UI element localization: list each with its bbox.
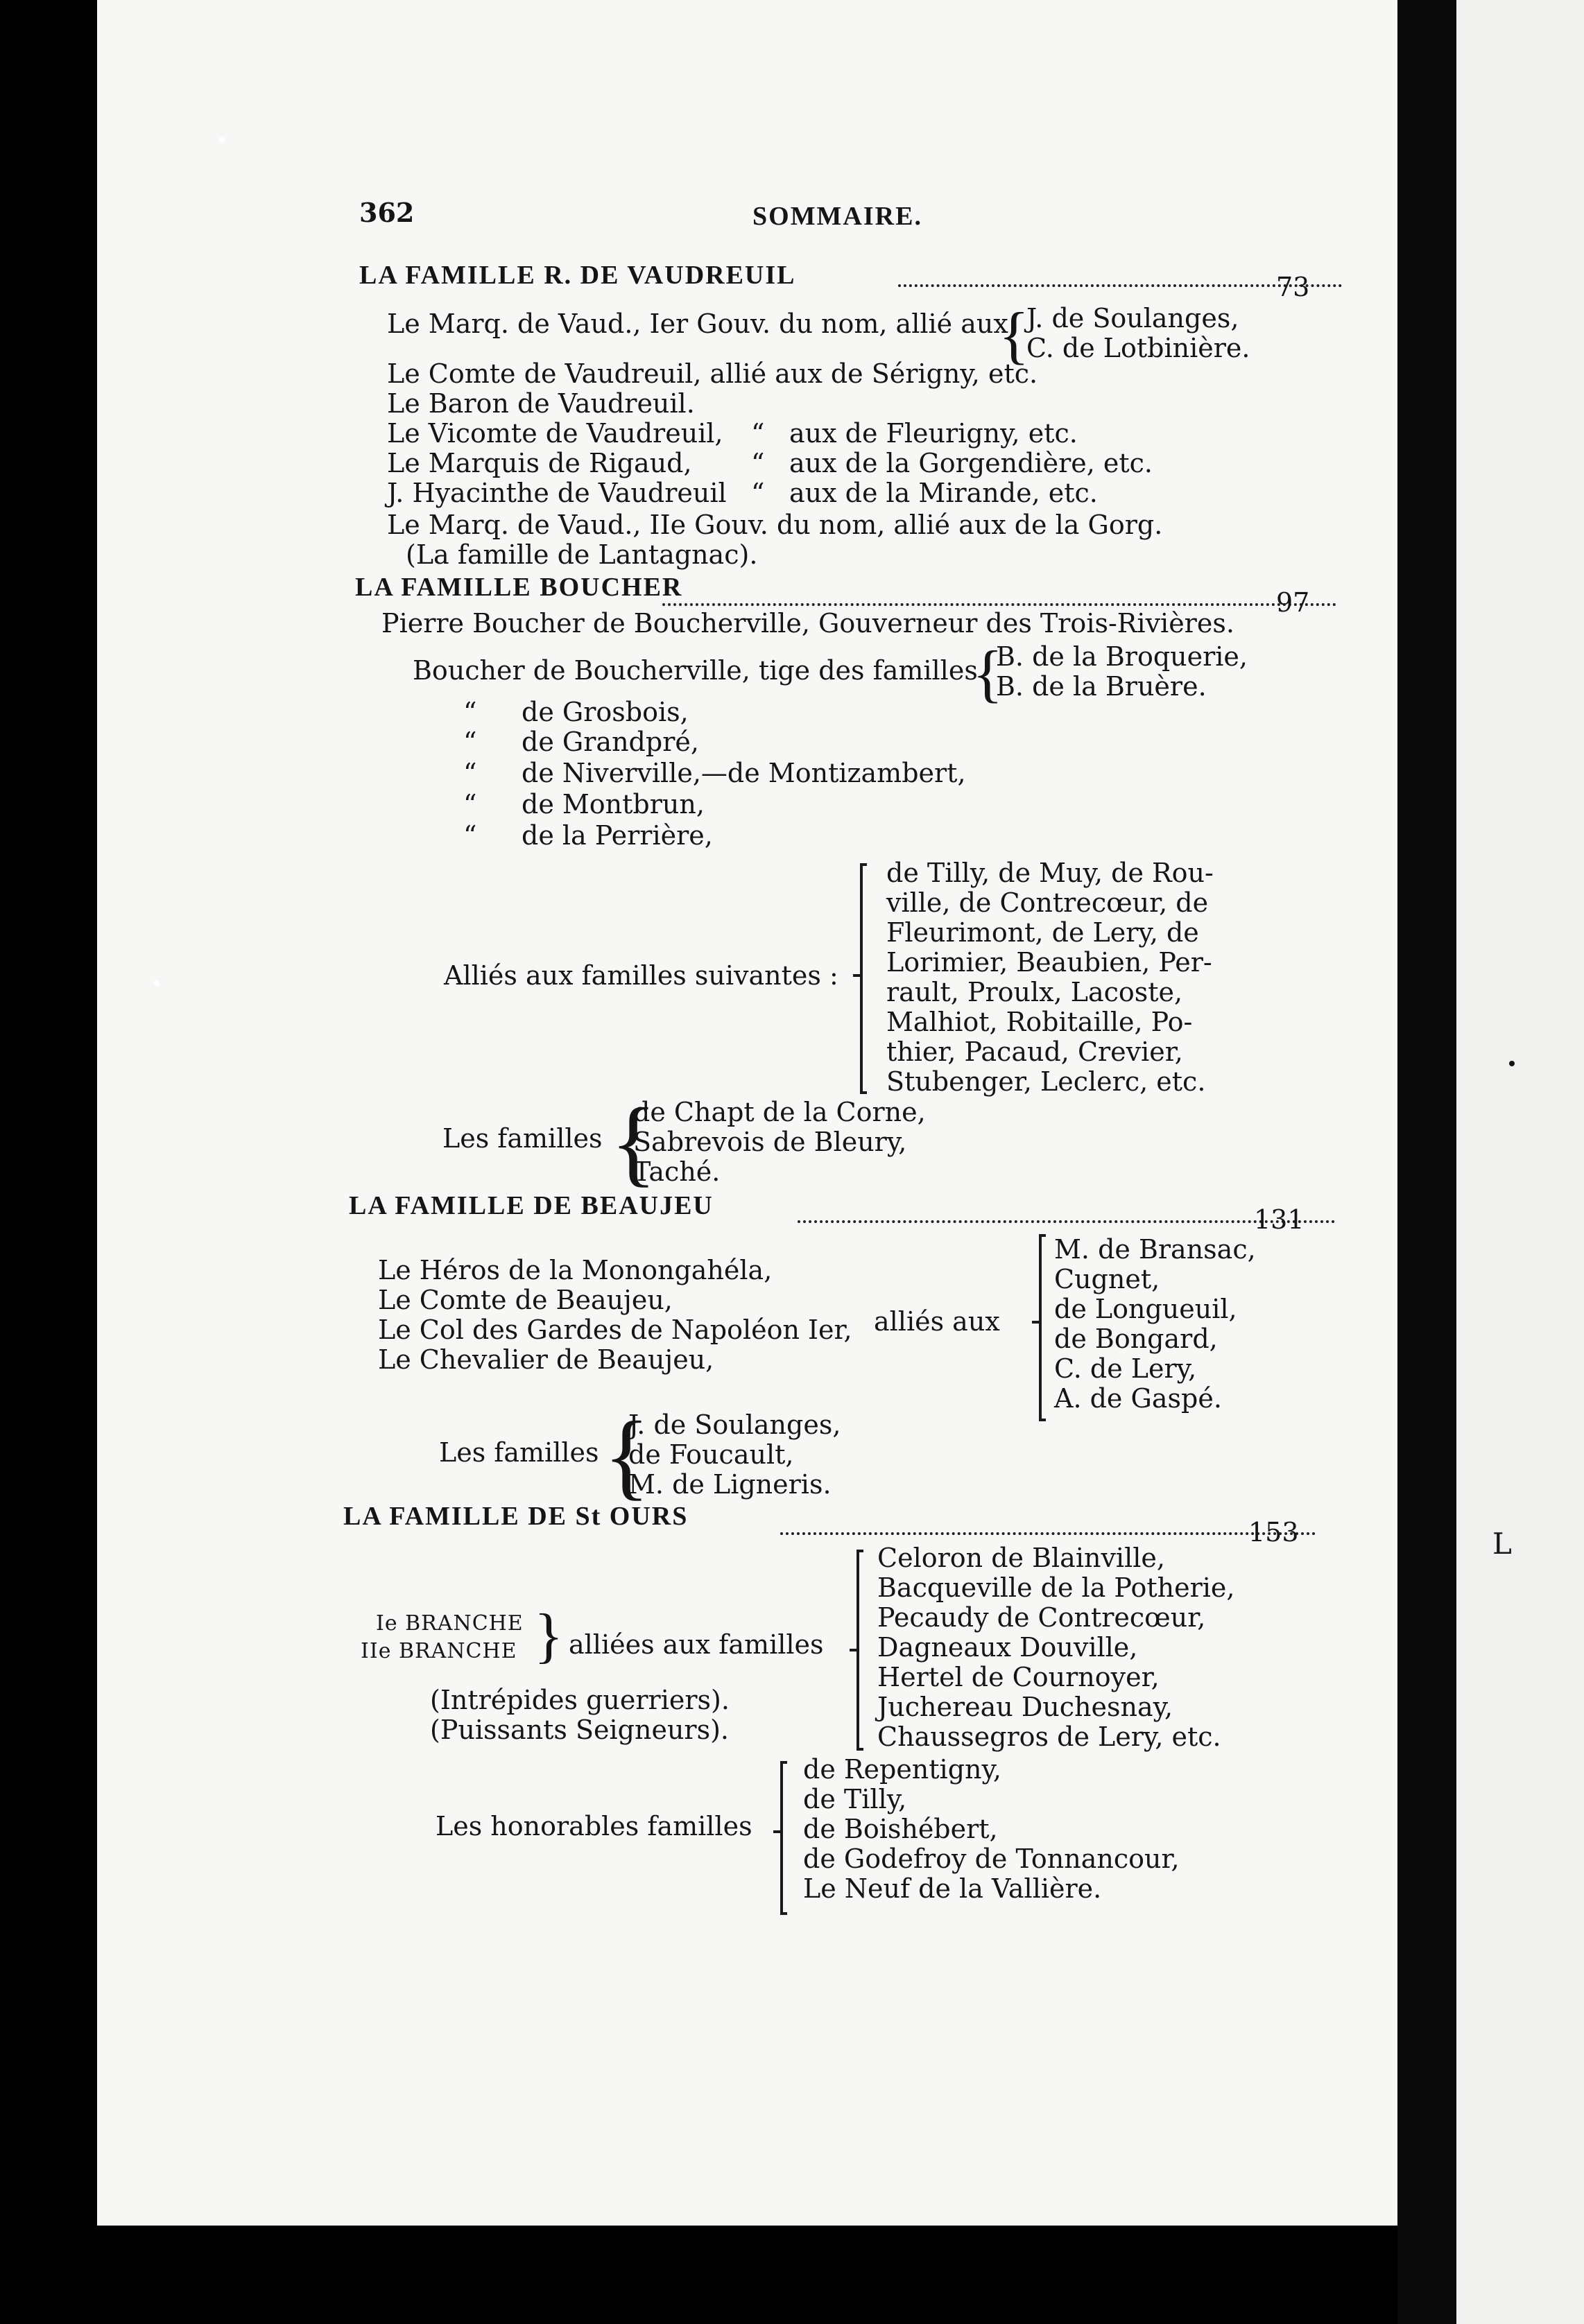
- scan-speck: [219, 137, 225, 143]
- vaudreuil-last-line: Le Marq. de Vaud., IIe Gouv. du nom, allié aux de la Gorg.: [387, 510, 1163, 540]
- boucher-branch: de Grandpré,: [522, 727, 699, 757]
- boucher-ally: rault, Proulx, Lacoste,: [886, 977, 1183, 1007]
- stours-ally: Pecaudy de Contrecœur,: [877, 1602, 1206, 1633]
- bracket-cap: [1039, 1419, 1046, 1421]
- leader-dots: [780, 1532, 1316, 1535]
- vaudreuil-line: Le Baron de Vaudreuil.: [387, 388, 695, 419]
- stours-ally: Dagneaux Douville,: [877, 1632, 1138, 1663]
- section-heading-stours: LA FAMILLE DE St OURS: [343, 1502, 689, 1531]
- page-ref-vaudreuil: 73: [1276, 272, 1310, 302]
- facing-page-edge: [1456, 0, 1584, 2324]
- bracket-line: [856, 1550, 859, 1751]
- boucher-ally: Lorimier, Beaubien, Per-: [886, 947, 1212, 978]
- beaujeu-famille: de Foucault,: [628, 1439, 794, 1470]
- brace-close: }: [534, 1602, 564, 1670]
- stours-note1: (Intrépides guerriers).: [430, 1685, 730, 1715]
- bracket-line: [860, 863, 863, 1094]
- vaudreuil-line: Le Comte de Vaudreuil, allié aux de Sérigny, etc.: [387, 358, 1038, 389]
- stours-honorable: de Boishébert,: [803, 1814, 998, 1844]
- leader-dots: [662, 603, 1336, 606]
- bracket-point: [853, 974, 860, 977]
- stours-ally: Bacqueville de la Potherie,: [877, 1572, 1235, 1603]
- ditto-mark: “: [463, 697, 477, 727]
- section-heading-vaudreuil: LA FAMILLE R. DE VAUDREUIL: [359, 261, 796, 290]
- vaudreuil-row-allies: aux de Fleurigny, etc.: [789, 418, 1078, 449]
- ditto-mark: “: [463, 758, 477, 788]
- leader-dots: [898, 284, 1342, 287]
- boucher-familles-label: Les familles: [442, 1123, 603, 1154]
- beaujeu-ally: Cugnet,: [1054, 1264, 1160, 1294]
- vaudreuil-brace-2: C. de Lotbinière.: [1026, 333, 1250, 363]
- stours-note2: (Puissants Seigneurs).: [430, 1715, 730, 1745]
- stours-honorable: de Godefroy de Tonnancour,: [803, 1844, 1180, 1874]
- brace: {: [610, 1089, 657, 1196]
- boucher-ally: Malhiot, Robitaille, Po-: [886, 1007, 1193, 1037]
- beaujeu-ally: M. de Bransac,: [1054, 1234, 1256, 1265]
- boucher-tige-brace-2: B. de la Bruère.: [996, 671, 1207, 702]
- bracket-cap: [1039, 1234, 1046, 1237]
- section-heading-beaujeu: LA FAMILLE DE BEAUJEU: [349, 1191, 714, 1220]
- stours-branch1: Ie BRANCHE: [376, 1611, 524, 1636]
- boucher-branch: de la Perrière,: [522, 820, 713, 851]
- vaudreuil-row-name: Le Marquis de Rigaud,: [387, 448, 692, 478]
- stours-honorable: de Tilly,: [803, 1784, 907, 1814]
- stours-ally: Celoron de Blainville,: [877, 1543, 1165, 1573]
- beaujeu-name: Le Col des Gardes de Napoléon Ier,: [378, 1315, 852, 1345]
- bracket-cap: [780, 1912, 787, 1915]
- boucher-line1: Pierre Boucher de Boucherville, Gouverneur des Trois-Rivières.: [381, 608, 1234, 639]
- ditto-mark: “: [751, 448, 765, 478]
- stours-ally: Juchereau Duchesnay,: [877, 1692, 1173, 1722]
- scan-speck: [1509, 1061, 1515, 1066]
- facing-page-fragment: L: [1492, 1527, 1512, 1561]
- vaudreuil-row-name: J. Hyacinthe de Vaudreuil: [387, 478, 727, 508]
- boucher-tige-brace-1: B. de la Broquerie,: [996, 641, 1248, 672]
- brace: {: [603, 1402, 651, 1509]
- bracket-cap: [856, 1748, 863, 1751]
- bracket-point: [1032, 1321, 1039, 1324]
- bracket-line: [780, 1761, 783, 1915]
- beaujeu-familles-label: Les familles: [439, 1437, 599, 1468]
- boucher-branch: de Niverville,—de Montizambert,: [522, 758, 966, 788]
- stours-allies-label: alliées aux familles: [569, 1629, 824, 1660]
- page-ref-stours: 153: [1248, 1517, 1299, 1547]
- book-page: [97, 0, 1397, 2226]
- boucher-ally: Fleurimont, de Lery, de: [886, 917, 1199, 948]
- page-number: 362: [359, 197, 415, 228]
- beaujeu-ally: A. de Gaspé.: [1054, 1383, 1222, 1414]
- bracket-point: [773, 1830, 780, 1833]
- ditto-mark: “: [463, 789, 477, 820]
- section-heading-boucher: LA FAMILLE BOUCHER: [355, 573, 683, 602]
- ditto-mark: “: [751, 418, 765, 449]
- boucher-branch: de Grosbois,: [522, 697, 689, 727]
- stours-ally: Chaussegros de Lery, etc.: [877, 1722, 1221, 1752]
- beaujeu-ally: de Bongard,: [1054, 1324, 1218, 1354]
- bracket-cap: [860, 1091, 867, 1094]
- bracket-cap: [860, 863, 867, 866]
- boucher-branch: de Montbrun,: [522, 789, 705, 820]
- boucher-famille: Taché.: [633, 1156, 721, 1187]
- boucher-ally: thier, Pacaud, Crevier,: [886, 1037, 1183, 1067]
- running-title: SOMMAIRE.: [752, 202, 922, 231]
- bracket-line: [1039, 1234, 1042, 1421]
- vaudreuil-brace-1: J. de Soulanges,: [1026, 303, 1239, 333]
- beaujeu-ally: de Longueuil,: [1054, 1294, 1237, 1324]
- page-gutter: [1397, 0, 1456, 2324]
- vaudreuil-line1: Le Marq. de Vaud., Ier Gouv. du nom, allié aux: [387, 309, 1008, 339]
- stours-honorable: de Repentigny,: [803, 1754, 1002, 1785]
- stours-branch2: IIe BRANCHE: [361, 1639, 517, 1663]
- stours-ally: Hertel de Cournoyer,: [877, 1662, 1160, 1692]
- ditto-mark: “: [463, 820, 477, 851]
- boucher-famille: Sabrevois de Bleury,: [633, 1127, 907, 1157]
- brace: {: [972, 638, 1004, 709]
- page-ref-boucher: 97: [1276, 587, 1310, 618]
- ditto-mark: “: [463, 727, 477, 757]
- beaujeu-ally: C. de Lery,: [1054, 1353, 1197, 1384]
- boucher-tige: Boucher de Boucherville, tige des familles: [413, 655, 978, 686]
- beaujeu-name: Le Chevalier de Beaujeu,: [378, 1344, 714, 1375]
- beaujeu-allies-label: alliés aux: [874, 1306, 1000, 1337]
- beaujeu-famille: M. de Ligneris.: [628, 1469, 832, 1500]
- vaudreuil-row-allies: aux de la Mirande, etc.: [789, 478, 1098, 508]
- beaujeu-name: Le Héros de la Monongahéla,: [378, 1255, 773, 1285]
- boucher-ally: de Tilly, de Muy, de Rou-: [886, 858, 1214, 888]
- scan-speck: [154, 980, 160, 986]
- bracket-cap: [856, 1550, 863, 1552]
- boucher-allies-label: Alliés aux familles suivantes :: [444, 960, 838, 991]
- brace: {: [999, 300, 1030, 370]
- boucher-famille: de Chapt de la Corne,: [633, 1097, 926, 1127]
- vaudreuil-row-allies: aux de la Gorgendière, etc.: [789, 448, 1153, 478]
- ditto-mark: “: [751, 478, 765, 508]
- page-ref-beaujeu: 131: [1254, 1204, 1305, 1235]
- boucher-ally: Stubenger, Leclerc, etc.: [886, 1066, 1206, 1097]
- stours-honorable: Le Neuf de la Vallière.: [803, 1873, 1102, 1904]
- bracket-point: [850, 1649, 856, 1651]
- boucher-ally: ville, de Contrecœur, de: [886, 887, 1209, 918]
- bracket-cap: [780, 1761, 787, 1764]
- vaudreuil-last-line2: (La famille de Lantagnac).: [406, 539, 758, 570]
- stours-honorables-label: Les honorables familles: [436, 1811, 752, 1841]
- vaudreuil-row-name: Le Vicomte de Vaudreuil,: [387, 418, 723, 449]
- beaujeu-name: Le Comte de Beaujeu,: [378, 1285, 673, 1315]
- beaujeu-famille: J. de Soulanges,: [628, 1410, 841, 1440]
